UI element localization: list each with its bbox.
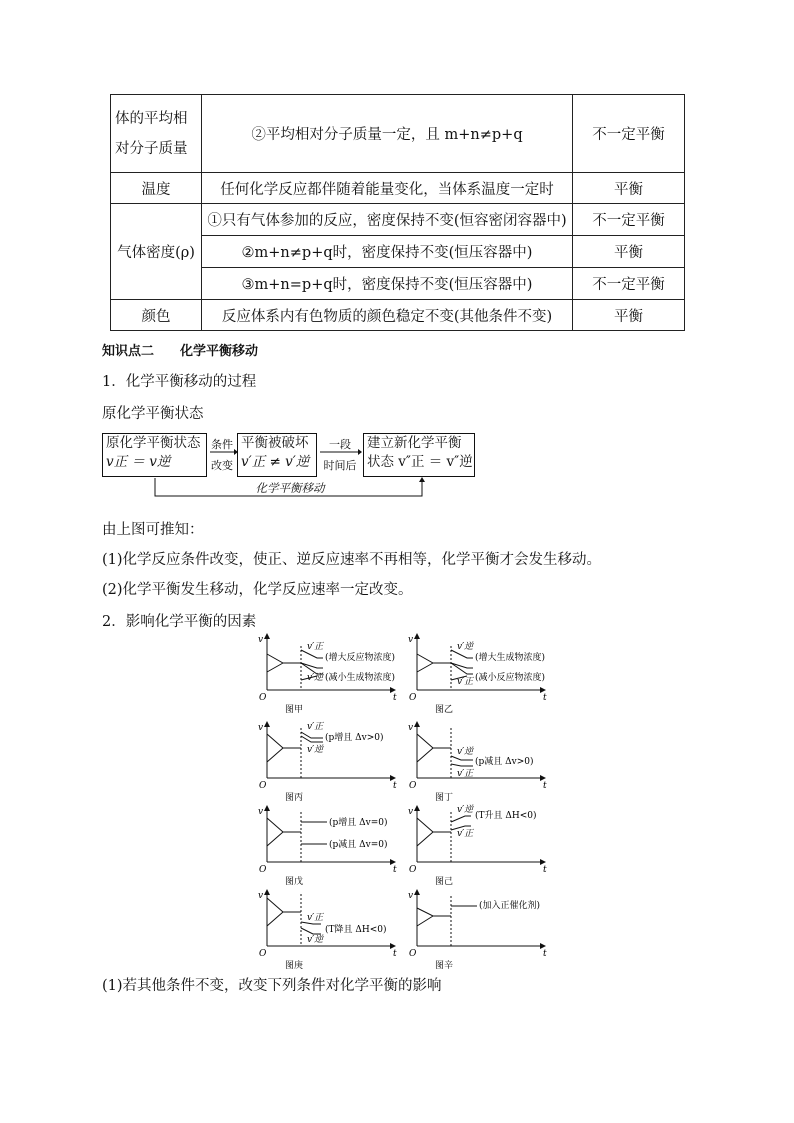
note: (T升且 ΔH<0) bbox=[475, 811, 537, 821]
note-down: (减小反应物浓度) bbox=[475, 673, 546, 683]
vn-label: v′逆 bbox=[307, 935, 324, 945]
vz-label: v′正 bbox=[457, 769, 474, 779]
axis-v-label: v bbox=[408, 807, 414, 817]
arrow-label-top: 条件 bbox=[211, 438, 233, 451]
row-condition: ②m+n≠p+q时，密度保持不变(恒压容器中) bbox=[202, 236, 573, 268]
axis-t-label: t bbox=[543, 865, 547, 875]
note-up: (增大生成物浓度) bbox=[475, 653, 546, 663]
vn-label: v′逆 bbox=[457, 642, 474, 652]
axis-t-label: t bbox=[393, 781, 397, 791]
equilibrium-criteria-table bbox=[110, 94, 685, 331]
row-result: 不一定平衡 bbox=[573, 204, 685, 236]
arrow-head bbox=[234, 449, 238, 455]
row-condition: ③m+n=p+q时，密度保持不变(恒压容器中) bbox=[202, 268, 573, 300]
item-1-title: 1．化学平衡移动的过程 bbox=[102, 374, 257, 390]
infer-text: 由上图可推知： bbox=[102, 522, 204, 538]
row-condition: 反应体系内有色物质的颜色稳定不变(其他条件不变) bbox=[202, 300, 573, 331]
axis-v-label: v bbox=[258, 807, 264, 817]
shift-label: 化学平衡移动 bbox=[245, 481, 335, 495]
vz-label: v′正 bbox=[457, 829, 474, 839]
note-down: (减小生成物浓度) bbox=[325, 673, 396, 683]
rate-curves-before bbox=[417, 734, 451, 762]
item-2-title: 2．影响化学平衡的因素 bbox=[102, 614, 257, 630]
axis-v-label: v bbox=[258, 891, 264, 901]
axis-v-label: v bbox=[408, 723, 414, 733]
vz-label: v′正 bbox=[307, 722, 324, 732]
note-up: (增大反应物浓度) bbox=[325, 653, 396, 663]
arrow-label-bottom: 改变 bbox=[211, 459, 233, 472]
vn-label: v′逆 bbox=[307, 745, 324, 755]
factor-graphs bbox=[255, 630, 575, 970]
graph-jia bbox=[258, 634, 397, 715]
axis-v-label: v bbox=[258, 635, 264, 645]
rate-curves-before bbox=[267, 898, 301, 926]
graph-yi bbox=[408, 634, 547, 715]
axis-v-label: v bbox=[258, 723, 264, 733]
axis-t-label: t bbox=[393, 693, 397, 703]
graph-bing bbox=[258, 721, 397, 803]
rate-curves-after bbox=[301, 922, 321, 934]
row-label bbox=[111, 95, 202, 173]
row-result: 平衡 bbox=[573, 173, 685, 204]
origin-label: O bbox=[259, 949, 267, 959]
box-equation: v′正 ≠ v′逆 bbox=[241, 454, 310, 470]
caption: 图戊 bbox=[285, 877, 304, 887]
note-up: (p增且 Δv=0) bbox=[329, 818, 388, 828]
rate-curves-before bbox=[417, 818, 451, 846]
origin-label: O bbox=[409, 865, 417, 875]
axis-v-label: v bbox=[408, 891, 414, 901]
rate-curves-after bbox=[301, 732, 323, 742]
origin-label: O bbox=[409, 781, 417, 791]
row-condition: 任何化学反应都伴随着能量变化，当体系温度一定时 bbox=[202, 173, 573, 204]
graph-xin bbox=[408, 890, 547, 970]
box-title: 原化学平衡状态 bbox=[106, 435, 201, 451]
row-condition: ①只有气体参加的反应，密度保持不变(恒容密闭容器中) bbox=[202, 204, 573, 236]
axis-t-label: t bbox=[393, 865, 397, 875]
axis-t-label: t bbox=[543, 949, 547, 959]
note: (p减且 Δv>0) bbox=[475, 757, 534, 767]
axis-t-label: t bbox=[543, 781, 547, 791]
caption: 图丁 bbox=[435, 793, 454, 803]
graph-wu bbox=[258, 806, 397, 887]
arrow-label-top: 一段 bbox=[329, 438, 351, 451]
vn-label: v′逆 bbox=[457, 747, 474, 757]
caption: 图己 bbox=[435, 877, 454, 887]
cell-text: 体的平均相对分子质量 bbox=[115, 110, 188, 157]
row-label: 颜色 bbox=[111, 300, 202, 331]
note: (p增且 Δv>0) bbox=[325, 733, 384, 743]
vz-label: v′正 bbox=[457, 677, 474, 687]
axis-t-label: t bbox=[393, 949, 397, 959]
arrow-head bbox=[419, 477, 425, 482]
box-title: 建立新化学平衡 bbox=[367, 435, 462, 451]
paragraph-2: (2)化学平衡发生移动，化学反应速率一定改变。 bbox=[102, 582, 413, 598]
note: (T降且 ΔH<0) bbox=[325, 925, 387, 935]
caption: 图甲 bbox=[285, 705, 304, 715]
rate-curves-before bbox=[267, 818, 301, 846]
note: (加入正催化剂) bbox=[479, 901, 541, 911]
graph-ding bbox=[408, 722, 547, 803]
row-result: 不一定平衡 bbox=[573, 95, 685, 173]
rate-curves-before bbox=[417, 908, 451, 926]
arrow-head bbox=[358, 449, 362, 455]
caption: 图丙 bbox=[285, 793, 304, 803]
origin-label: O bbox=[259, 865, 267, 875]
box-equation: v正 ＝ v逆 bbox=[106, 454, 171, 470]
origin-label: O bbox=[259, 781, 267, 791]
row-result: 不一定平衡 bbox=[573, 268, 685, 300]
vz-label: v′正 bbox=[307, 913, 324, 923]
origin-label: O bbox=[409, 693, 417, 703]
box-title: 平衡被破坏 bbox=[241, 435, 309, 451]
row-label: 气体密度(ρ) bbox=[111, 204, 202, 300]
box-equation: 状态 v″正 ＝ v″逆 bbox=[367, 454, 473, 470]
section-heading: 知识点二 化学平衡移动 bbox=[102, 344, 259, 359]
rate-curves-after bbox=[451, 816, 471, 830]
row-condition: ②平均相对分子质量一定，且 m+n≠p+q bbox=[202, 95, 573, 173]
row-result: 平衡 bbox=[573, 300, 685, 331]
vn-label: v′逆 bbox=[457, 805, 474, 815]
rate-curves-after bbox=[451, 756, 473, 766]
caption: 图庚 bbox=[285, 961, 304, 970]
caption: 图辛 bbox=[435, 961, 454, 970]
rate-curves-before bbox=[417, 654, 451, 672]
rate-curves-before bbox=[267, 654, 301, 672]
origin-label: O bbox=[409, 949, 417, 959]
row-result: 平衡 bbox=[573, 236, 685, 268]
paragraph-1: (1)化学反应条件改变，使正、逆反应速率不再相等，化学平衡才会发生移动。 bbox=[102, 552, 602, 568]
paragraph-3: (1)若其他条件不变，改变下列条件对化学平衡的影响 bbox=[102, 978, 442, 994]
graph-geng bbox=[258, 890, 397, 970]
note-down: (p减且 Δv=0) bbox=[329, 840, 388, 850]
vz-label: v′正 bbox=[307, 642, 324, 652]
flow-intro: 原化学平衡状态 bbox=[102, 406, 204, 422]
graph-ji bbox=[408, 804, 547, 887]
caption: 图乙 bbox=[435, 705, 454, 715]
origin-label: O bbox=[259, 693, 267, 703]
axis-v-label: v bbox=[408, 635, 414, 645]
axis-t-label: t bbox=[543, 693, 547, 703]
rate-curves-before bbox=[267, 734, 301, 762]
arrow-label-bottom: 时间后 bbox=[323, 459, 357, 472]
row-label: 温度 bbox=[111, 173, 202, 204]
vn-label: v′逆 bbox=[307, 673, 324, 683]
